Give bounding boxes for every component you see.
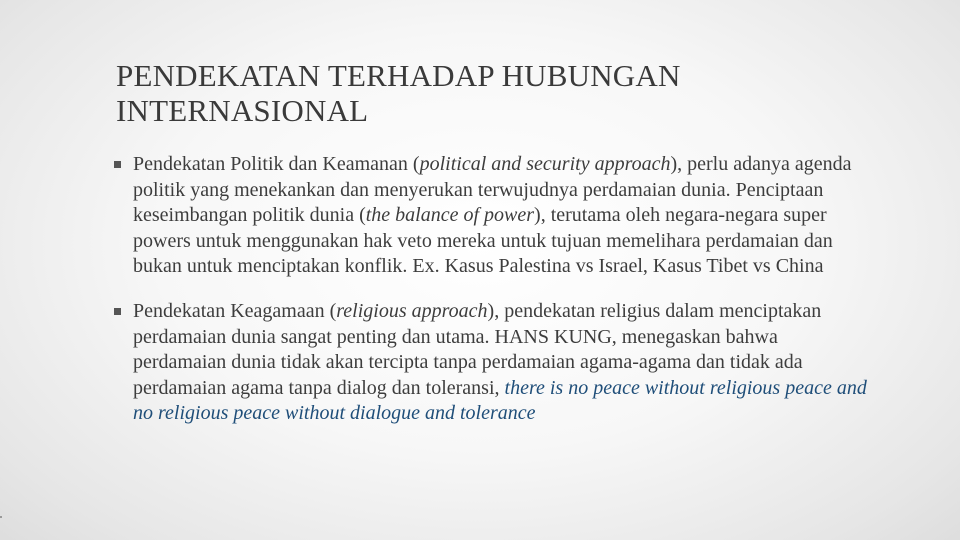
title-line-1: PENDEKATAN TERHADAP HUBUNGAN [116,58,681,93]
bullet-religious [114,299,874,427]
bullet-2-italic-1: religious approach [336,299,488,322]
square-bullet-icon [114,161,121,168]
title-line-2: INTERNASIONAL [116,93,369,128]
bullet-1-italic-2: the balance of power [365,204,535,227]
bullet-2-text-1: Pendekatan Keagamaan ( [133,299,337,322]
bullet-1-text-3: ), terutama oleh negara-negara super powers untuk menggunakan hak veto mereka untuk tujuan memelihara perdamaian dan bukan untuk menciptakan konflik. Ex. Kasus Palestina vs Israel, Kasus Tibet vs China [133,204,833,278]
edge-mark [0,516,2,518]
bullet-1-text-2: ), perlu adanya agenda politik yang menekankan dan menyerukan terwujudnya perdamaian dunia. Penciptaan keseimbangan politik dunia ( [133,153,852,227]
slide-title [116,58,896,128]
bullet-1-text-1: Pendekatan Politik dan Keamanan ( [133,153,420,175]
bullet-political-security [114,152,874,280]
bullet-2-quote: there is no peace without religious peace and no religious peace without dialogue and tolerance [133,376,867,425]
bullet-1-italic-1: political and security approach [419,153,671,175]
square-bullet-icon [114,308,121,315]
bullet-2-text-2: ), pendekatan religius dalam menciptakan perdamaian dunia sangat penting dan utama. HANS KUNG, menegaskan bahwa perdamaian dunia tidak akan tercipta tanpa perdamaian agama-agama dan tidak ada perdamaian agama tanpa dialog dan toleransi, [133,299,822,399]
bullet-list [114,152,874,427]
